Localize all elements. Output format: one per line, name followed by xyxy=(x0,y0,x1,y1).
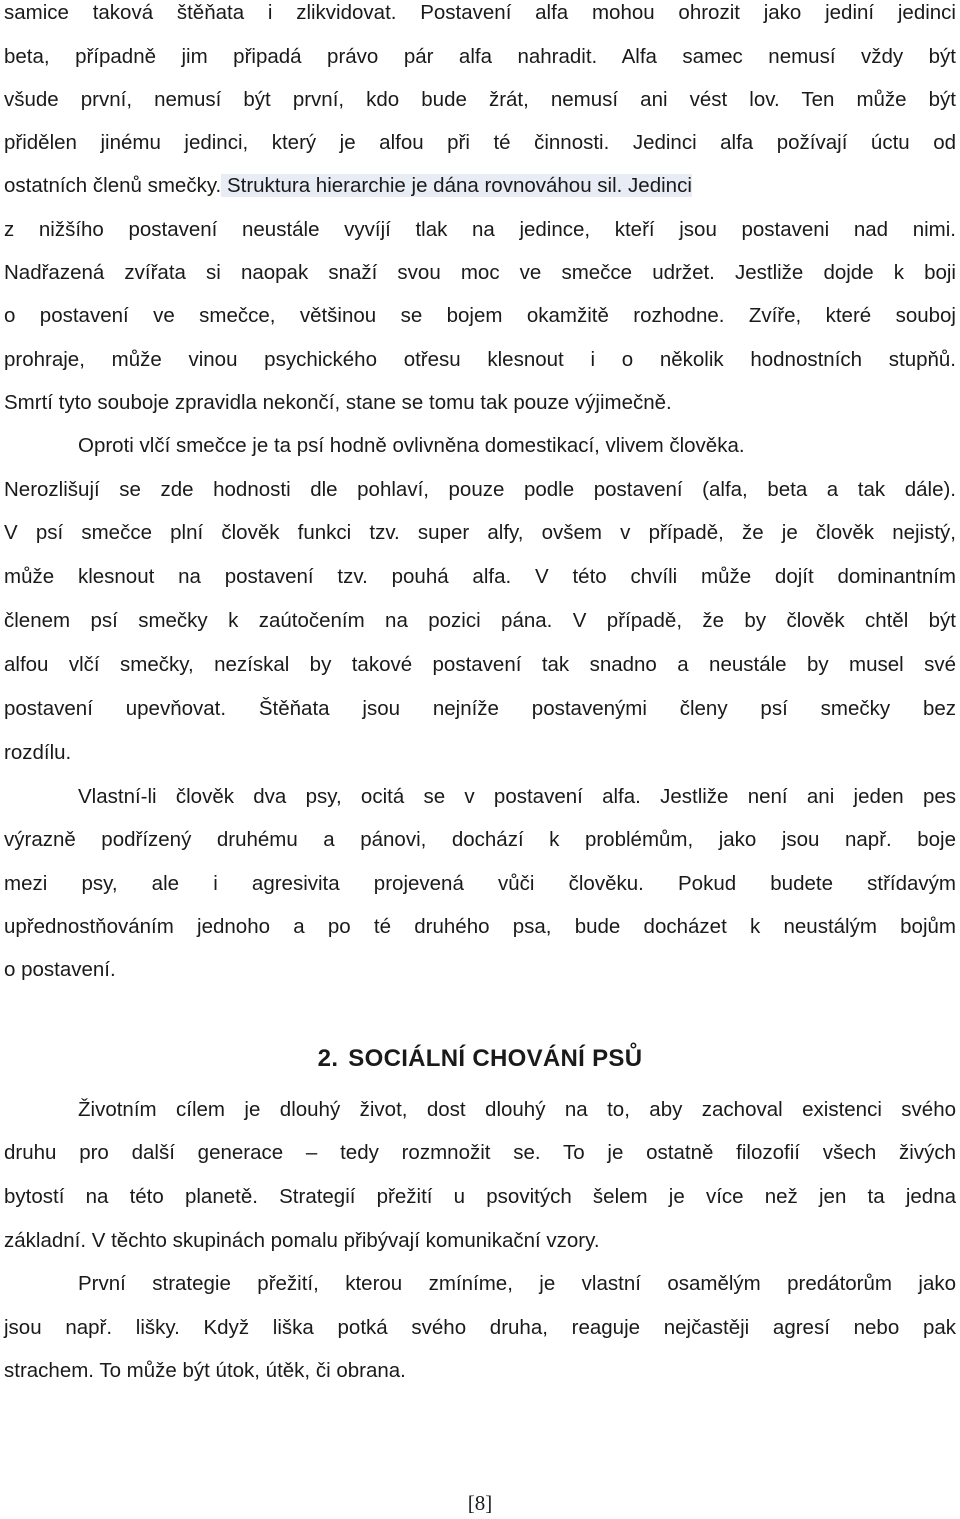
text-line: o postavení. xyxy=(4,958,116,981)
text-line: Nerozlišují se zde hodnosti dle pohlaví, pouze podle postavení (alfa, beta a tak dále). xyxy=(4,478,956,501)
text-line: členem psí smečky k zaútočením na pozici pána. V případě, že by člověk chtěl být xyxy=(4,609,956,632)
text-line: druhu pro další generace – tedy rozmnožit se. To je ostatně filozofií všech živých xyxy=(4,1141,956,1164)
text-line: o postavení ve smečce, většinou se bojem okamžitě rozhodne. Zvíře, které souboj xyxy=(4,304,956,327)
text-line: může klesnout na postavení tzv. pouhá alfa. V této chvíli může dojít dominantním xyxy=(4,565,956,588)
text-line: upřednostňováním jednoho a po té druhého psa, bude docházet k neustálým bojům xyxy=(4,915,956,938)
section-number: 2. xyxy=(317,1045,339,1072)
text-line: beta, případně jim připadá právo pár alfa nahradit. Alfa samec nemusí vždy být xyxy=(4,45,956,68)
text-line: přidělen jinému jedinci, který je alfou při té činnosti. Jedinci alfa požívají úctu od xyxy=(4,131,956,154)
text-line: všude první, nemusí být první, kdo bude žrát, nemusí ani vést lov. Ten může být xyxy=(4,88,956,111)
text-line: základní. V těchto skupinách pomalu přibývají komunikační vzory. xyxy=(4,1229,600,1252)
section-heading xyxy=(0,1042,960,1076)
highlighted-text-segment: Struktura hierarchie je dána rovnováhou sil. Jedinci xyxy=(221,174,692,197)
text-line: Vlastní-li člověk dva psy, ocitá se v postavení alfa. Jestliže není ani jeden pes xyxy=(78,785,956,808)
text-line: V psí smečce plní člověk funkci tzv. super alfy, ovšem v případě, že je člověk nejistý, xyxy=(4,521,956,544)
page-number: [8] xyxy=(467,1491,493,1515)
text-line: Životním cílem je dlouhý život, dost dlouhý na to, aby zachoval existenci svého xyxy=(78,1098,956,1121)
text-segment: ostatních členů smečky. xyxy=(4,174,222,197)
text-line: z nižšího postavení neustále vyvíjí tlak na jedince, kteří jsou postaveni nad nimi. xyxy=(4,218,956,241)
text-line: Nadřazená zvířata si naopak snaží svou moc ve smečce udržet. Jestliže dojde k boji xyxy=(4,261,956,284)
text-line: výrazně podřízený druhému a pánovi, dochází k problémům, jako jsou např. boje xyxy=(4,828,956,851)
text-line: Smrtí tyto souboje zpravidla nekončí, stane se tomu tak pouze výjimečně. xyxy=(4,391,672,414)
text-line: bytostí na této planetě. Strategií přežití u psovitých šelem je více než jen ta jedna xyxy=(4,1185,956,1208)
text-line: První strategie přežití, kterou zmíníme, je vlastní osamělým predátorům jako xyxy=(78,1272,956,1295)
text-line: mezi psy, ale i agresivita projevená vůči člověku. Pokud budete střídavým xyxy=(4,872,956,895)
text-line: Oproti vlčí smečce je ta psí hodně ovlivněna domestikací, vlivem člověka. xyxy=(78,434,745,457)
text-line: postavení upevňovat. Štěňata jsou nejníže postavenými členy psí smečky bez xyxy=(4,697,956,720)
text-line: alfou vlčí smečky, nezískal by takové postavení tak snadno a neustále by musel své xyxy=(4,653,956,676)
text-line: strachem. To může být útok, útěk, či obrana. xyxy=(4,1359,406,1382)
text-line xyxy=(4,173,692,199)
text-line: jsou např. lišky. Když liška potká svého druha, reaguje nejčastěji agresí nebo pak xyxy=(4,1316,956,1339)
text-line: rozdílu. xyxy=(4,741,72,764)
text-line: prohraje, může vinou psychického otřesu klesnout i o několik hodnostních stupňů. xyxy=(4,348,956,371)
text-line: samice taková štěňata i zlikvidovat. Postavení alfa mohou ohrozit jako jediní jedinci xyxy=(4,1,956,24)
section-title: SOCIÁLNÍ CHOVÁNÍ PSŮ xyxy=(348,1045,643,1072)
